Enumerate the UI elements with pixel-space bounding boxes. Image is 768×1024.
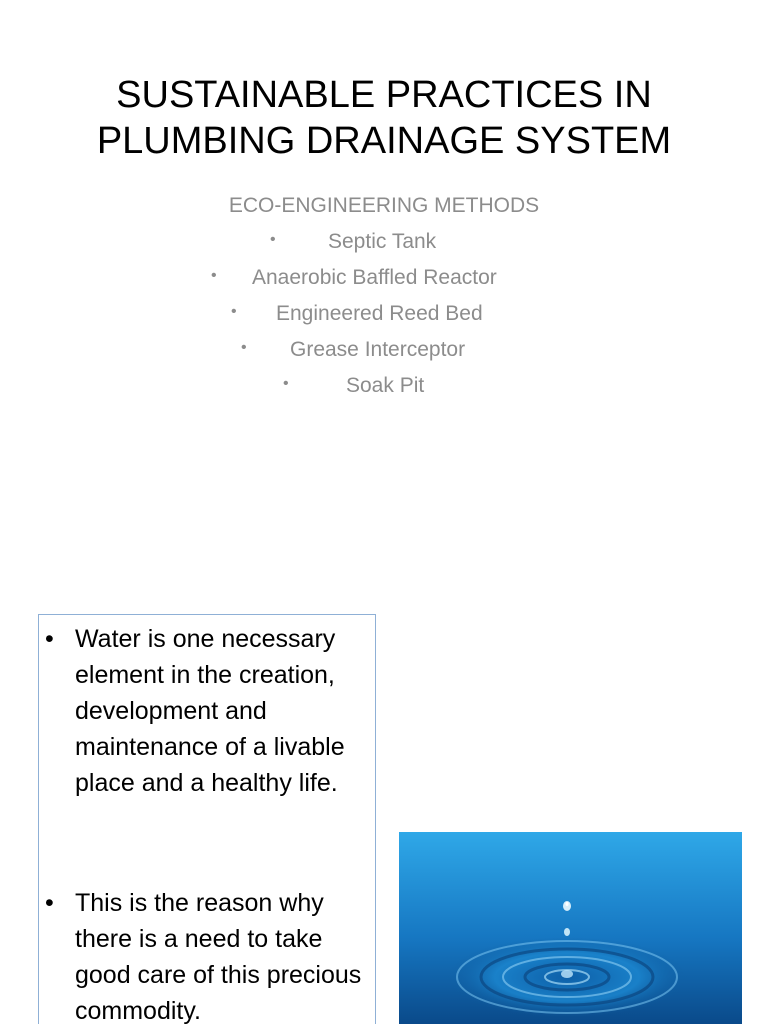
method-label: Soak Pit [346,374,425,397]
bullet-icon: • [241,339,247,356]
bullet-icon: • [283,375,289,392]
method-item [0,336,768,364]
bullet-icon: • [270,231,276,248]
method-item [0,228,768,256]
water-droplet-image [399,832,742,1024]
title-line-1: SUSTAINABLE PRACTICES IN [116,74,652,116]
method-item [0,372,768,400]
bullet-icon: • [45,625,54,653]
method-label: Anaerobic Baffled Reactor [252,266,497,289]
paragraph-text: This is the reason why there is a need to take good care of this precious commodity. [75,889,362,1024]
method-item [0,264,768,292]
method-label: Septic Tank [328,230,437,253]
subtitle-heading: ECO-ENGINEERING METHODS [228,194,540,217]
bullet-icon: • [211,267,217,284]
slide-title [40,72,728,164]
title-line-2: PLUMBING DRAINAGE SYSTEM [96,120,672,162]
water-droplet-icon [399,832,742,1024]
method-label: Engineered Reed Bed [276,302,483,325]
method-item [0,300,768,328]
bullet-icon: • [45,889,54,917]
bullet-text-box [38,614,376,1024]
method-label: Grease Interceptor [290,338,466,361]
paragraph-text: Water is one necessary element in the creation, development and maintenance of a livable place and a healthy life. [75,625,345,797]
bullet-icon: • [231,303,237,320]
